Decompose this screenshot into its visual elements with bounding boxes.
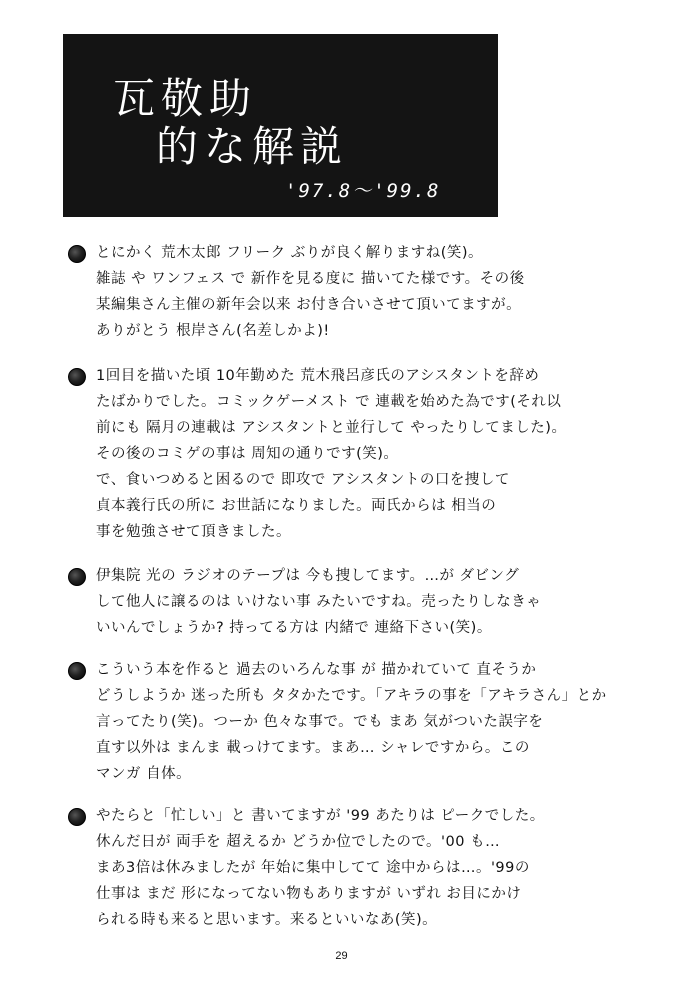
paragraph-line: いいんでしょうか? 持ってる方は 内緒で 連絡下さい(笑)。 (96, 620, 492, 636)
paragraph-line: マンガ 自体。 (96, 766, 192, 782)
paragraph-line: まあ3倍は休みましたが 年始に集中してて 途中からは…。'99の (96, 860, 530, 876)
paragraph-line: 休んだ日が 両手を 超えるか どうか位でしたので。'00 も… (96, 834, 501, 850)
bullet-icon (68, 368, 86, 386)
paragraph-line: 事を勉強させて頂きました。 (96, 524, 291, 540)
paragraph-3 (96, 563, 656, 641)
title-line-2: 的な解説 (156, 122, 349, 171)
paragraph-line: で、食いつめると困るので 即攻で アシスタントの口を捜して (96, 472, 510, 488)
paragraph-4 (96, 657, 656, 787)
paragraph-line: とにかく 荒木太郎 フリーク ぶりが良く解りますね(笑)。 (96, 245, 484, 261)
paragraph-line: 某編集さん主催の新年会以来 お付き合いさせて頂いてますが。 (96, 297, 522, 313)
paragraph-line: 仕事は まだ 形になってない物もありますが いずれ お目にかけ (96, 886, 522, 902)
paragraph-line: ありがとう 根岸さん(名差しかよ)! (96, 323, 330, 339)
paragraph-line: して他人に譲るのは いけない事 みたいですね。売ったりしなきゃ (96, 594, 542, 610)
paragraph-line: 貞本義行氏の所に お世話になりました。両氏からは 相当の (96, 498, 497, 514)
paragraph-line: 前にも 隔月の連載は アシスタントと並行して やったりしてました)。 (96, 420, 567, 436)
paragraph-line: やたらと「忙しい」と 書いてますが '99 あたりは ピークでした。 (96, 808, 545, 824)
paragraph-5 (96, 803, 656, 933)
bullet-icon (68, 662, 86, 680)
paragraph-line: たばかりでした。コミックゲーメスト で 連載を始めた為です(それ以 (96, 394, 562, 410)
bullet-icon (68, 568, 86, 586)
paragraph-line: こういう本を作ると 過去のいろんな事 が 描かれていて 直そうか (96, 662, 537, 678)
date-range: '97.8～'99.8 (285, 180, 441, 202)
title-box (63, 34, 498, 217)
bullet-icon (68, 245, 86, 263)
paragraph-line: 伊集院 光の ラジオのテープは 今も捜してます。…が ダビング (96, 568, 520, 584)
paragraph-line: 雑誌 や ワンフェス で 新作を見る度に 描いてた様です。その後 (96, 271, 525, 287)
paragraph-line: 言ってたり(笑)。つーか 色々な事で。でも まあ 気がついた誤字を (96, 714, 544, 730)
page-number: 29 (335, 950, 348, 962)
paragraph-line: 1回目を描いた頃 10年勤めた 荒木飛呂彦氏のアシスタントを辞め (96, 368, 540, 384)
title-line-1: 瓦敬助 (113, 74, 258, 123)
bullet-icon (68, 808, 86, 826)
paragraph-line: られる時も来ると思います。来るといいなあ(笑)。 (96, 912, 438, 928)
paragraph-line: その後のコミゲの事は 周知の通りです(笑)。 (96, 446, 399, 462)
paragraph-line: どうしようか 迷った所も タタかたです。「アキラの事を「アキラさん」とか (96, 688, 607, 704)
paragraph-1 (96, 240, 656, 344)
paragraph-2 (96, 363, 656, 545)
paragraph-line: 直す以外は まんま 載っけてます。まあ… シャレですから。この (96, 740, 530, 756)
